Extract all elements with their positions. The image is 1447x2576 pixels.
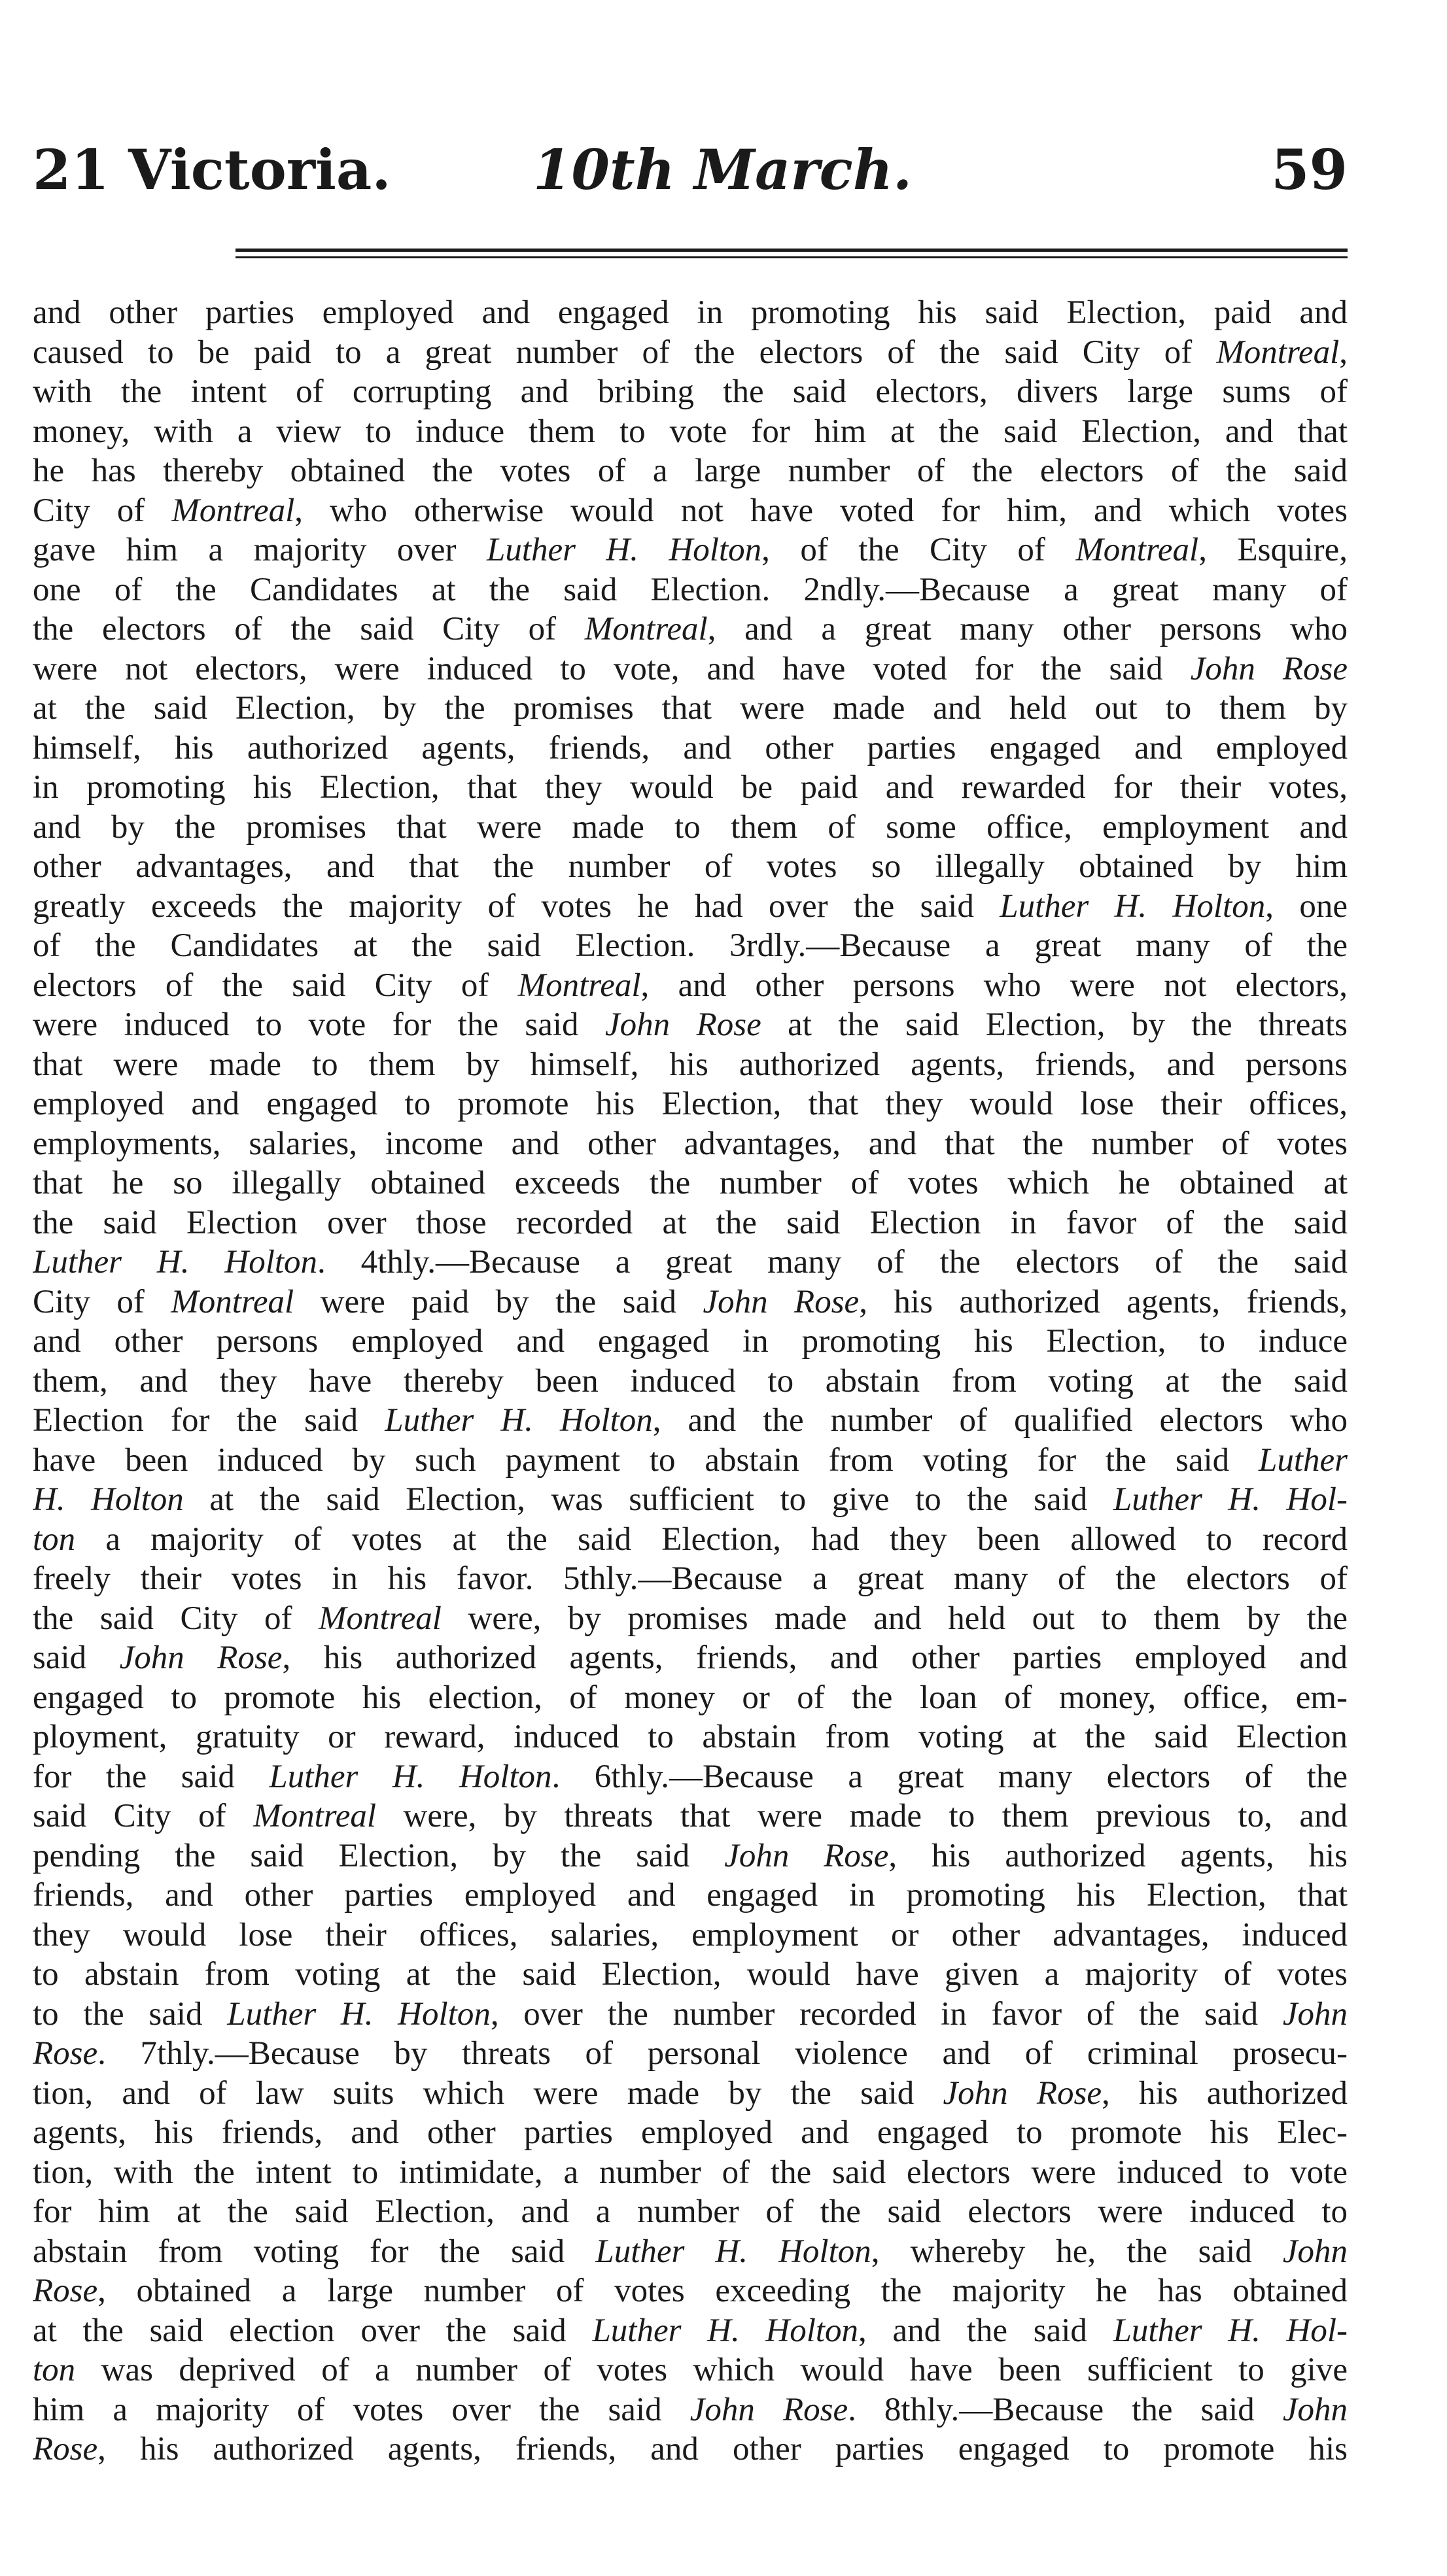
text-line: City of Montreal, who otherwise would not have voted for him, and which votes	[33, 492, 1348, 529]
text-line: said John Rose, his authorized agents, friends, and other parties employed and	[33, 1640, 1348, 1676]
text-line: Rose, obtained a large number of votes exceeding the majority he has obtained	[33, 2273, 1348, 2309]
text-line: greatly exceeds the majority of votes he had over the said Luther H. Holton, one	[33, 887, 1348, 925]
text-line: Rose, his authorized agents, friends, and other parties engaged to promote his	[33, 2431, 1348, 2467]
text-line: have been induced by such payment to abstain from voting for the said Luther	[33, 1441, 1348, 1479]
text-line: of the Candidates at the said Election. 3rdly.—Because a great many of the	[33, 927, 1348, 964]
text-line: tion, with the intent to intimidate, a number of the said electors were induced to vote	[33, 2154, 1348, 2191]
text-line: at the said Election, by the promises that were made and held out to them by	[33, 690, 1348, 727]
text-line: in promoting his Election, that they would be paid and rewarded for their votes,	[33, 769, 1348, 806]
text-line: and by the promises that were made to them of some office, employment and	[33, 808, 1348, 846]
text-line: said City of Montreal were, by threats that were made to them previous to, and	[33, 1798, 1348, 1834]
text-line: them, and they have thereby been induced to abstain from voting at the said	[33, 1362, 1348, 1400]
page-header	[33, 134, 1348, 206]
text-line: Luther H. Holton. 4thly.—Because a great many of the electors of the said	[33, 1244, 1348, 1280]
text-line: employments, salaries, income and other advantages, and that the number of votes	[33, 1125, 1348, 1162]
text-line: friends, and other parties employed and engaged in promoting his Election, that	[33, 1877, 1348, 1914]
text-line: to abstain from voting at the said Election, would have given a majority of votes	[33, 1956, 1348, 1993]
text-line: other advantages, and that the number of votes so illegally obtained by him	[33, 848, 1348, 885]
text-line: that he so illegally obtained exceeds the number of votes which he obtained at	[33, 1165, 1348, 1201]
text-line: were induced to vote for the said John Rose at the said Election, by the threats	[33, 1006, 1348, 1043]
text-line: the said Election over those recorded at the said Election in favor of the said	[33, 1204, 1348, 1241]
text-line: for the said Luther H. Holton. 6thly.—Because a great many electors of the	[33, 1758, 1348, 1795]
text-line: to the said Luther H. Holton, over the number recorded in favor of the said John	[33, 1995, 1348, 2033]
header-rule-thick	[235, 249, 1348, 252]
text-line: ton was deprived of a number of votes which would have been sufficient to give	[33, 2352, 1348, 2388]
text-line: ton a majority of votes at the said Election, had they been allowed to record	[33, 1520, 1348, 1558]
text-line: for him at the said Election, and a number of the said electors were induced to	[33, 2193, 1348, 2230]
text-line: employed and engaged to promote his Election, that they would lose their offices,	[33, 1086, 1348, 1122]
text-line: money, with a view to induce them to vote for him at the said Election, and that	[33, 413, 1348, 450]
text-line: tion, and of law suits which were made by the said John Rose, his authorized	[33, 2074, 1348, 2112]
text-line: electors of the said City of Montreal, and other persons who were not electors,	[33, 967, 1348, 1004]
text-line: with the intent of corrupting and bribing the said electors, divers large sums of	[33, 373, 1348, 410]
text-line: City of Montreal were paid by the said John Rose, his authorized agents, friends,	[33, 1283, 1348, 1320]
text-line: Election for the said Luther H. Holton, and the number of qualified electors who	[33, 1402, 1348, 1439]
text-line: and other persons employed and engaged in promoting his Election, to induce	[33, 1323, 1348, 1360]
text-line: Rose. 7thly.—Because by threats of personal violence and of criminal prosecu-	[33, 2035, 1348, 2072]
text-line: pending the said Election, by the said John Rose, his authorized agents, his	[33, 1837, 1348, 1874]
text-line: abstain from voting for the said Luther H. Holton, whereby he, the said John	[33, 2233, 1348, 2270]
text-line: he has thereby obtained the votes of a large number of the electors of the said	[33, 453, 1348, 489]
body-text	[33, 293, 1348, 2469]
text-line: freely their votes in his favor. 5thly.—Because a great many of the electors of	[33, 1560, 1348, 1597]
header-regnal-year: 21 Victoria.	[33, 137, 391, 202]
text-line: the said City of Montreal were, by promises made and held out to them by the	[33, 1600, 1348, 1637]
text-line: engaged to promote his election, of money or of the loan of money, office, em-	[33, 1679, 1348, 1716]
text-line: ployment, gratuity or reward, induced to abstain from voting at the said Election	[33, 1719, 1348, 1755]
page-number: 59	[1271, 137, 1348, 202]
text-line: they would lose their offices, salaries, employment or other advantages, induced	[33, 1916, 1348, 1953]
text-line: him a majority of votes over the said John Rose. 8thly.—Because the said John	[33, 2391, 1348, 2428]
text-line: and other parties employed and engaged in promoting his said Election, paid and	[33, 294, 1348, 331]
text-line: were not electors, were induced to vote, and have voted for the said John Rose	[33, 650, 1348, 687]
header-rule-thin	[235, 256, 1348, 258]
text-line: agents, his friends, and other parties employed and engaged to promote his Elec-	[33, 2114, 1348, 2151]
text-line: the electors of the said City of Montreal, and a great many other persons who	[33, 611, 1348, 647]
text-line: himself, his authorized agents, friends, and other parties engaged and employed	[33, 729, 1348, 766]
text-line: at the said election over the said Luther H. Holton, and the said Luther H. Hol-	[33, 2312, 1348, 2349]
text-line: one of the Candidates at the said Election. 2ndly.—Because a great many of	[33, 571, 1348, 608]
text-line: gave him a majority over Luther H. Holton, of the City of Montreal, Esquire,	[33, 532, 1348, 568]
text-line: that were made to them by himself, his authorized agents, friends, and persons	[33, 1046, 1348, 1083]
text-line: caused to be paid to a great number of the electors of the said City of Montreal,	[33, 334, 1348, 371]
header-date: 10th March.	[533, 137, 913, 202]
text-line: H. Holton at the said Election, was sufficient to give to the said Luther H. Hol-	[33, 1481, 1348, 1518]
